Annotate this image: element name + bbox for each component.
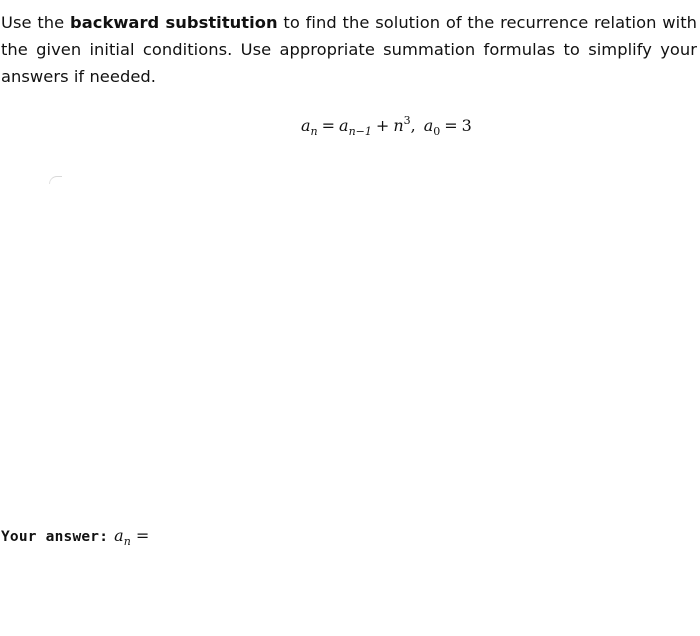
equation-comma: , (410, 116, 416, 135)
equation-equals: = (321, 116, 336, 135)
answer-equals: = (135, 526, 150, 545)
initial-condition-value: 3 (461, 116, 472, 135)
answer-var: a (114, 526, 124, 545)
equation-n-exponent: 3 (403, 114, 411, 127)
equation-plus: + (375, 116, 390, 135)
backward-substitution-emphasis: backward substitution (70, 13, 278, 32)
equation-lhs-sub: n (310, 125, 318, 138)
answer-expression (114, 526, 150, 548)
answer-sub: n (123, 535, 131, 548)
instruction-text-end: to find the solution of the recurrence relation with the given initial conditions. Use appropriate summation formulas to simplify your answers if needed. (1, 13, 698, 86)
equation-n-var: n (393, 116, 404, 135)
problem-instructions (1, 9, 697, 90)
recurrence-equation (301, 115, 472, 137)
equation-rhs-var: a (339, 116, 349, 135)
answer-label: Your answer: (1, 529, 109, 545)
initial-condition-var: a (423, 116, 434, 135)
instruction-text-start: Use the (1, 13, 71, 32)
equation-lhs-var: a (301, 116, 311, 135)
answer-row[interactable] (1, 526, 149, 546)
faint-scan-mark (49, 176, 62, 184)
initial-condition-equals: = (444, 116, 458, 135)
initial-condition-sub: 0 (433, 125, 441, 138)
equation-rhs-sub: n−1 (348, 125, 372, 138)
